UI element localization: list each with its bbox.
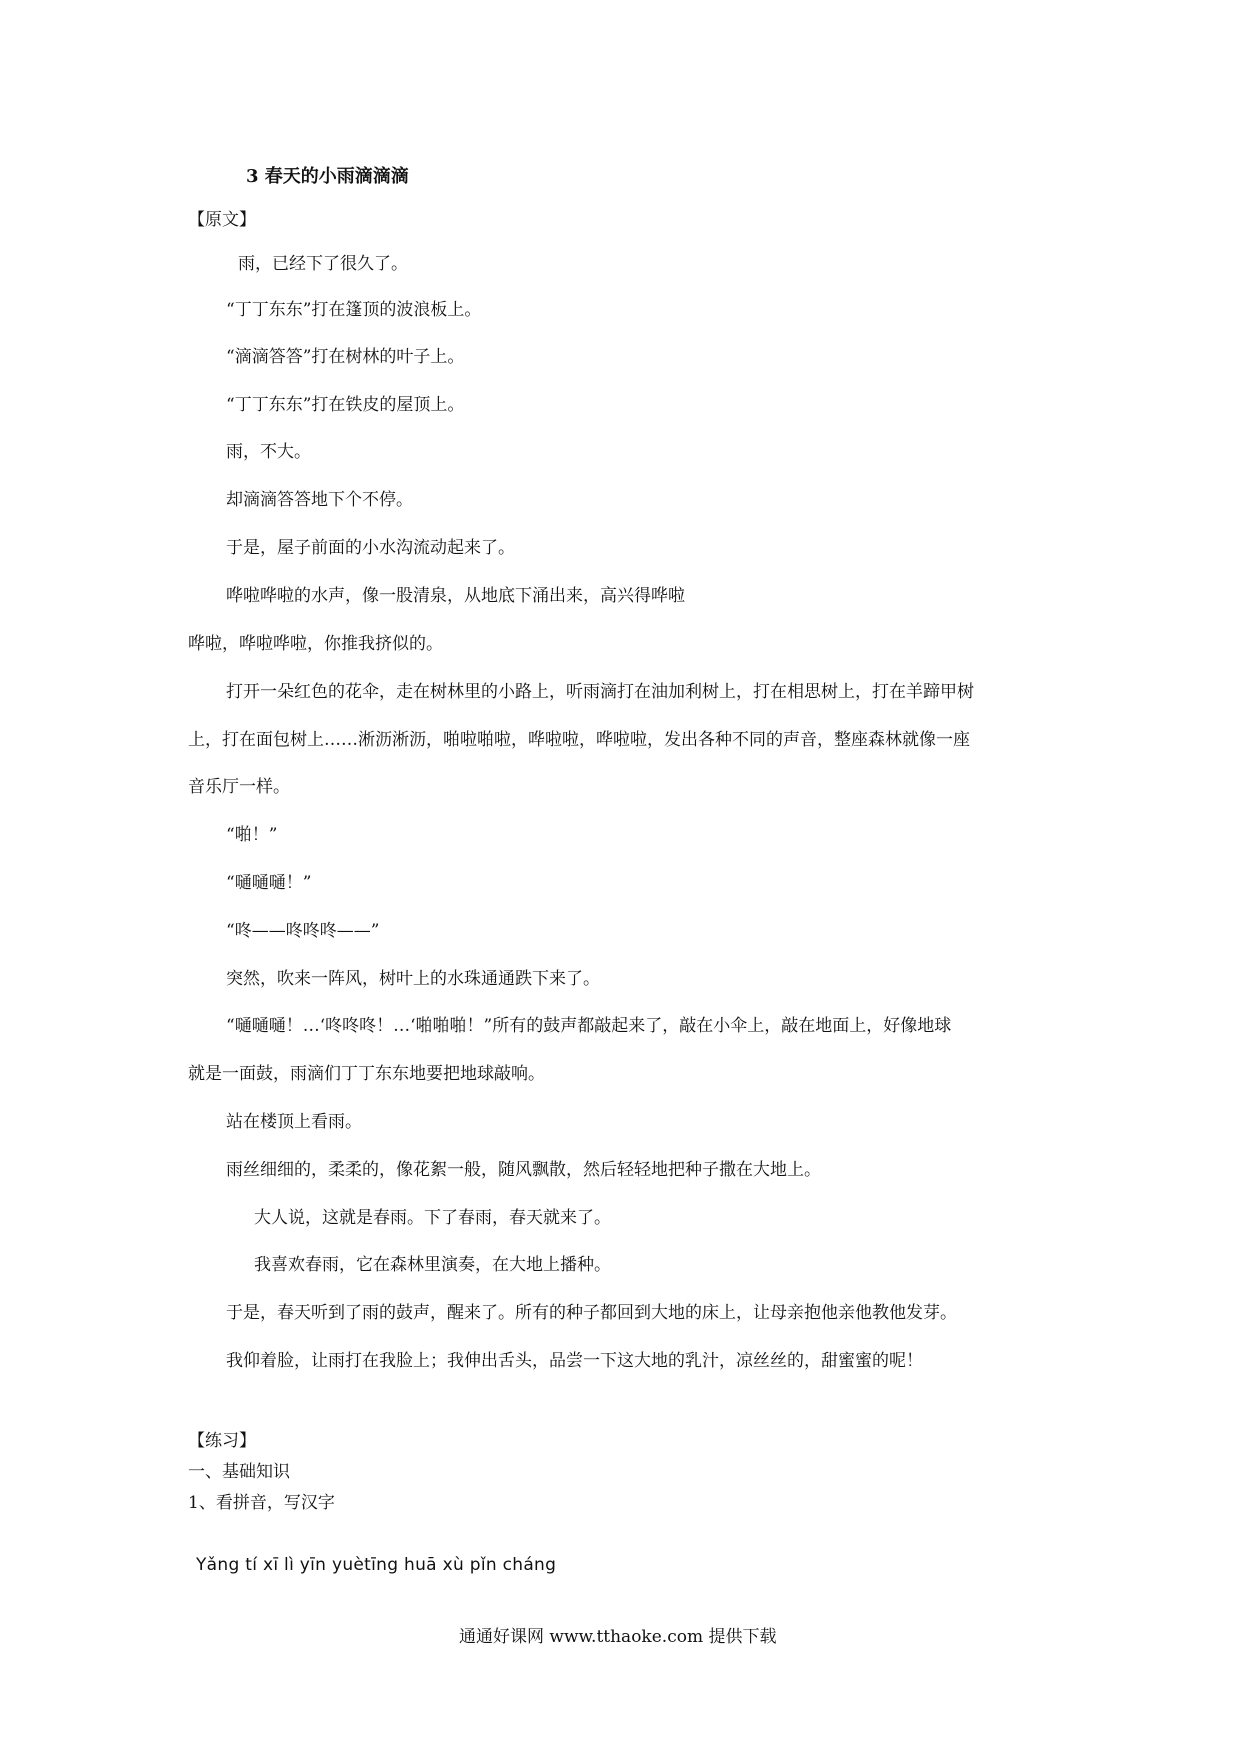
body-line: 哗啦哗啦的水声，像一股清泉，从地底下涌出来，高兴得哗啦 [226, 586, 685, 606]
body-line: “啪！” [226, 825, 278, 845]
body-line: “咚——咚咚咚——” [226, 921, 380, 941]
body-line: 雨丝细细的，柔柔的，像花絮一般，随风飘散，然后轻轻地把种子撒在大地上。 [226, 1160, 821, 1180]
body-line: “丁丁东东”打在铁皮的屋顶上。 [226, 395, 465, 415]
body-line: 上，打在面包树上……淅沥淅沥，啪啦啪啦，哗啦啦，哗啦啦，发出各种不同的声音，整座森林就像一座 [188, 730, 970, 750]
body-line: “嗵嗵嗵！” [226, 873, 312, 893]
body-line: 于是，春天听到了雨的鼓声，醒来了。所有的种子都回到大地的床上，让母亲抱他亲他教他发芽。 [226, 1303, 957, 1323]
body-line: 我仰着脸，让雨打在我脸上；我伸出舌头，品尝一下这大地的乳汁，凉丝丝的，甜蜜蜜的呢！ [226, 1351, 923, 1371]
body-line: 音乐厅一样。 [188, 777, 290, 797]
body-line: “丁丁东东”打在篷顶的波浪板上。 [226, 300, 482, 320]
body-line: 却滴滴答答地下个不停。 [226, 490, 413, 510]
body-line: 就是一面鼓，雨滴们丁丁东东地要把地球敲响。 [188, 1064, 545, 1084]
body-line: 雨，不大。 [226, 442, 311, 462]
body-line: 打开一朵红色的花伞，走在树林里的小路上，听雨滴打在油加利树上，打在相思树上，打在羊蹄甲树 [226, 682, 974, 702]
body-line: 雨，已经下了很久了。 [238, 254, 408, 274]
body-line: “嗵嗵嗵！…‘咚咚咚！…‘啪啪啪！”所有的鼓声都敲起来了，敲在小伞上，敲在地面上，好像地球 [226, 1016, 952, 1036]
page-title: 3 春天的小雨滴滴滴 [246, 166, 409, 187]
body-line: 于是，屋子前面的小水沟流动起来了。 [226, 538, 515, 558]
body-line: 哗啦，哗啦哗啦，你推我挤似的。 [188, 634, 443, 654]
body-line: 突然，吹来一阵风，树叶上的水珠通通跌下来了。 [226, 969, 600, 989]
pinyin-line: Yǎng tí xī lì yīn yuètīng huā xù pǐn cháng [196, 1555, 557, 1575]
body-line: “滴滴答答”打在树林的叶子上。 [226, 347, 465, 367]
body-line: 我喜欢春雨，它在森林里演奏，在大地上播种。 [254, 1255, 611, 1275]
section-original-heading: 【原文】 [188, 210, 256, 230]
question-text: 1、看拼音，写汉字 [188, 1493, 335, 1513]
body-line: 大人说，这就是春雨。下了春雨，春天就来了。 [254, 1208, 611, 1228]
section-practice-heading: 【练习】 [188, 1431, 256, 1451]
subsection-heading: 一、基础知识 [188, 1462, 290, 1482]
page-footer: 通通好课网 www.tthaoke.com 提供下载 [459, 1627, 777, 1647]
body-line: 站在楼顶上看雨。 [226, 1112, 362, 1132]
